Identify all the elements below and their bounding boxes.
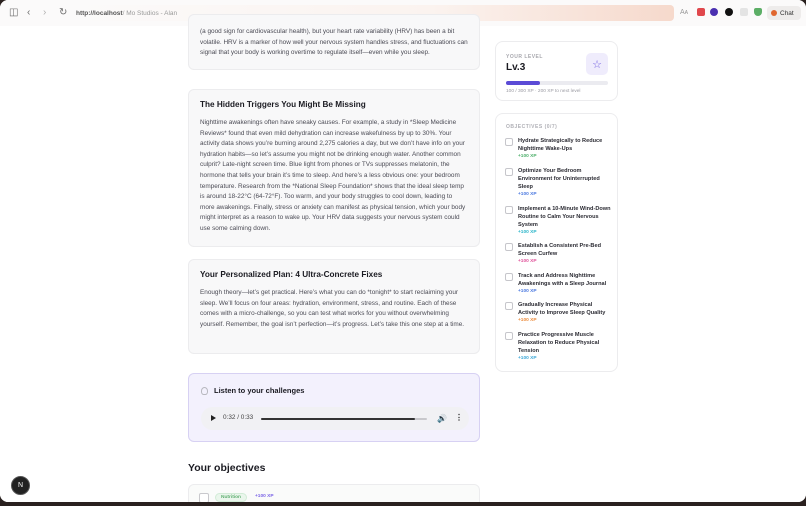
objectives-sidebar xyxy=(495,113,618,372)
url-title: / Mo Studios - Alan xyxy=(122,9,178,17)
sidebar-toggle-icon[interactable]: ◫ xyxy=(9,7,19,18)
section-body: Nighttime awakenings often have sneaky causes. For example, a study in *Sleep Medicine Reviews* found that even mild dehydration can increase wakefulness by up to 30%. Your activity data shows you’re burning around 2,275 calories a day, but we don’t have info on your hydration habits—so let’s assume you might not be drinking enough water. Another common culprit? Late-night screen time. Blue light from phones or TVs suppresses melatonin, the hormone that tells your brain it’s time to sleep. And here’s a less obvious one: your bedroom temperature. Research from the *National Sleep Foundation* shows that the ideal sleep temp is around 18-22°C (64-72°F). Too warm, and your body struggles to cool down, leading to more awakenings. Finally, stress or anxiety can manifest as physical tension, which your body might interpret as a reason to wake up. Your HRV data suggests your nervous system could use some calming down. xyxy=(200,119,466,232)
level-value: Lv.3 xyxy=(506,62,526,73)
objective-title: Implement a 10-Minute Wind-Down Routine to Calm Your Nervous System xyxy=(518,206,611,228)
audio-title: Listen to your challenges xyxy=(201,386,304,395)
objective-checkbox[interactable] xyxy=(505,168,513,176)
level-label: YOUR LEVEL xyxy=(506,54,543,60)
xp-badge: +100 XP xyxy=(255,494,274,499)
objective-title: Track and Address Nighttime Awakenings with a Sleep Journal xyxy=(518,273,607,287)
objective-card xyxy=(188,484,480,502)
floating-avatar-button[interactable]: N xyxy=(11,476,30,495)
extension-red-icon[interactable] xyxy=(697,8,705,16)
section-body: Enough theory—let’s get practical. Here’s what you can do *tonight* to start reclaiming your sleep. We’ll focus on four areas: hydration, environment, stress, and routine. Each of these comes with a micro-challenge, so you can test what works for you without overwhelming yourself. Remember, the goal isn’t perfection—it’s progress. Let’s take this one step at a time. xyxy=(200,289,465,328)
audio-card xyxy=(188,373,480,442)
objective-title: Optimize Your Bedroom Environment for Uninterrupted Sleep xyxy=(518,168,600,190)
objective-title: Establish a Consistent Pre-Bed Screen Curfew xyxy=(518,243,601,257)
objective-xp: +100 XP xyxy=(518,259,537,264)
objective-checkbox[interactable] xyxy=(505,243,513,251)
intro-text: (a good sign for cardiovascular health), but your heart rate variability (HRV) has been a bit volatile. HRV is a marker of how well your nervous system handles stress, and fluctuations can signal that your body is working overtime to regulate itself—even while you sleep. xyxy=(200,28,468,57)
objective-checkbox[interactable] xyxy=(505,302,513,310)
objective-checkbox[interactable] xyxy=(505,332,513,340)
objective-xp: +100 XP xyxy=(518,192,537,197)
objective-xp: +100 XP xyxy=(518,154,537,159)
xp-progress-fill xyxy=(506,81,540,85)
objective-title: Hydrate Strategically to Reduce Nighttime Wake-Ups xyxy=(518,138,603,152)
audio-player[interactable] xyxy=(201,407,469,430)
objective-title: Practice Progressive Muscle Relaxation to Reduce Physical Tension xyxy=(518,332,600,354)
objective-xp: +100 XP xyxy=(518,356,537,361)
audio-progress xyxy=(261,418,415,420)
volume-icon[interactable]: 🔊 xyxy=(437,414,447,423)
objective-title: Gradually Increase Physical Activity to Improve Sleep Quality xyxy=(518,302,606,316)
objectives-heading: Your objectives xyxy=(188,462,266,474)
star-icon: ☆ xyxy=(586,53,608,75)
section-title: The Hidden Triggers You Might Be Missing xyxy=(200,100,366,109)
extension-purple-icon[interactable] xyxy=(710,8,718,16)
back-icon[interactable]: ‹ xyxy=(27,7,31,18)
category-tag: Nutrition xyxy=(215,493,247,502)
lightbulb-icon xyxy=(201,387,208,395)
page-content xyxy=(0,26,806,502)
extension-black-icon[interactable] xyxy=(725,8,733,16)
objective-checkbox[interactable] xyxy=(505,273,513,281)
shield-extension-icon[interactable] xyxy=(754,8,762,16)
section-card-plan xyxy=(188,259,480,354)
chat-label: Chat xyxy=(780,9,794,17)
xp-progress-bar xyxy=(506,81,608,85)
chat-icon xyxy=(771,10,777,16)
more-options-icon[interactable]: ⋮ xyxy=(455,413,463,422)
section-title: Your Personalized Plan: 4 Ultra-Concrete Fixes xyxy=(200,270,383,279)
chat-button[interactable] xyxy=(767,6,801,20)
audio-seek-slider[interactable] xyxy=(261,418,427,420)
objectives-count-label: OBJECTIVES (0/7) xyxy=(506,124,558,130)
forward-icon[interactable]: › xyxy=(43,7,47,18)
objective-checkbox[interactable] xyxy=(199,493,209,502)
objective-checkbox[interactable] xyxy=(505,206,513,214)
reader-icon[interactable]: Aᴀ xyxy=(680,9,689,16)
objective-xp: +100 XP xyxy=(518,318,537,323)
article-intro-card xyxy=(188,14,480,70)
section-card-triggers xyxy=(188,89,480,247)
xp-progress-text: 100 / 300 XP · 200 XP to next level xyxy=(506,89,581,94)
objective-xp: +100 XP xyxy=(518,230,537,235)
reload-icon[interactable]: ↻ xyxy=(59,7,68,18)
extension-gray-icon[interactable] xyxy=(740,8,748,16)
play-icon[interactable] xyxy=(211,415,216,421)
objective-xp: +100 XP xyxy=(518,289,537,294)
level-card xyxy=(495,41,618,101)
audio-time: 0:32 / 0:33 xyxy=(223,414,254,421)
objective-checkbox[interactable] xyxy=(505,138,513,146)
url-scheme-host: http://localhost xyxy=(76,9,123,17)
